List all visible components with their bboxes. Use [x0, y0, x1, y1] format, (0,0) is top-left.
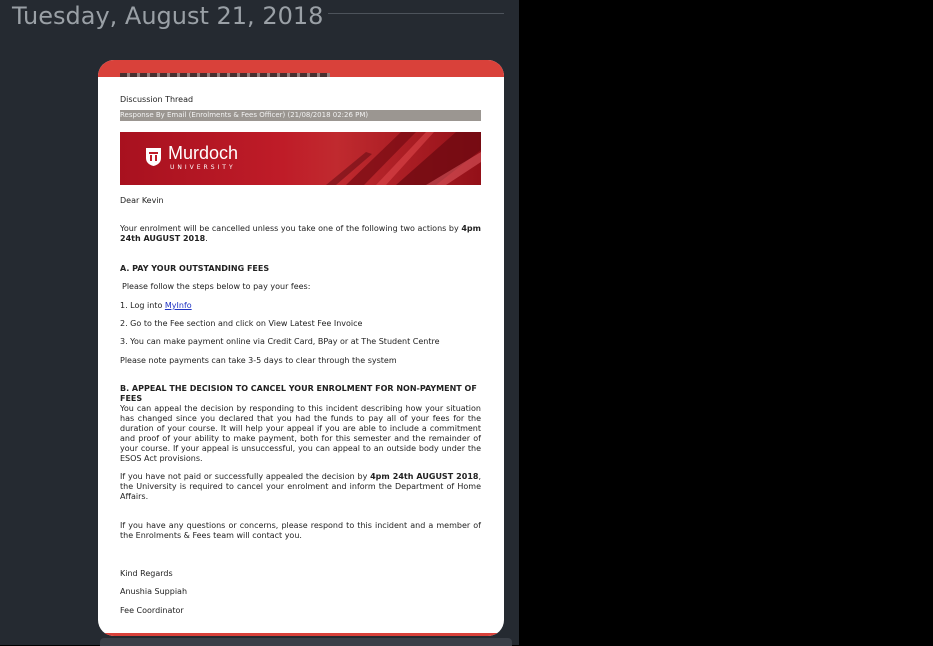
questions-paragraph: If you have any questions or concerns, please respond to this incident and a member of the Enrolments & Fees team will contact you. — [120, 521, 481, 540]
sender-name: Anushia Suppiah — [120, 587, 188, 596]
email-image-card[interactable] — [98, 60, 504, 636]
murdoch-crest-icon — [145, 147, 162, 167]
step-2: 2. Go to the Fee section and click on View Latest Fee Invoice — [120, 319, 363, 328]
intro-text: Your enrolment will be cancelled unless you take one of the following two actions by — [120, 224, 462, 233]
appeal-paragraph: You can appeal the decision by responding to this incident describing how your situation has changed since you declared that you had the funds to pay all of your fees for the duration of your course. It will help your appeal if you are able to include a commitment and proof of your ability to make payment, both for this semester and the remainder of your course. If your appeal is unsuccessful, you can appeal to an outside body under the ESOS Act provisions. — [120, 404, 481, 463]
university-banner — [120, 132, 481, 185]
sender-title: Fee Coordinator — [120, 606, 184, 615]
intro-end: . — [205, 234, 208, 243]
section-b-heading — [120, 384, 482, 404]
date-divider — [328, 13, 504, 14]
myinfo-link[interactable]: MyInfo — [164, 301, 192, 310]
response-line: Response By Email (Enrolments & Fees Officer) (21/08/2018 02:26 PM) — [120, 110, 481, 121]
sign-off: Kind Regards — [120, 569, 173, 578]
thread-title: Discussion Thread — [120, 95, 194, 104]
section-a-lead: Please follow the steps below to pay your fees: — [122, 282, 311, 291]
banner-graphic — [306, 132, 481, 185]
deadline-prefix: If you have not paid or successfully appealed the decision by — [120, 472, 371, 481]
deadline-paragraph — [120, 472, 481, 502]
intro-paragraph — [120, 224, 481, 244]
logo-subtitle: UNIVERSITY — [170, 164, 236, 171]
section-b-heading-text: B. APPEAL THE DECISION TO CANCEL YOUR ENROLMENT FOR NON-PAYMENT OF FEES — [120, 384, 477, 403]
step-1 — [120, 301, 192, 311]
section-a-heading-text: A. PAY YOUR OUTSTANDING FEES — [120, 264, 270, 273]
cropped-text-line — [120, 73, 330, 77]
section-a-heading — [120, 264, 269, 274]
step-1-prefix: 1. Log into — [120, 301, 165, 310]
step-3: 3. You can make payment online via Credit Card, BPay or at The Student Centre — [120, 337, 440, 346]
intro-deadline: 4pm 24th AUGUST 2018 — [120, 224, 481, 243]
logo-name: Murdoch — [168, 143, 239, 163]
greeting: Dear Kevin — [120, 196, 164, 205]
date-header: Tuesday, August 21, 2018 — [12, 2, 324, 30]
deadline-date: 4pm 24th AUGUST 2018 — [370, 472, 479, 481]
card-bottom-accent — [98, 633, 504, 636]
payment-note: Please note payments can take 3-5 days to clear through the system — [120, 356, 397, 365]
deadline-suffix: , the University is required to cancel your enrolment and inform the Department of Home Affairs. — [120, 472, 481, 501]
